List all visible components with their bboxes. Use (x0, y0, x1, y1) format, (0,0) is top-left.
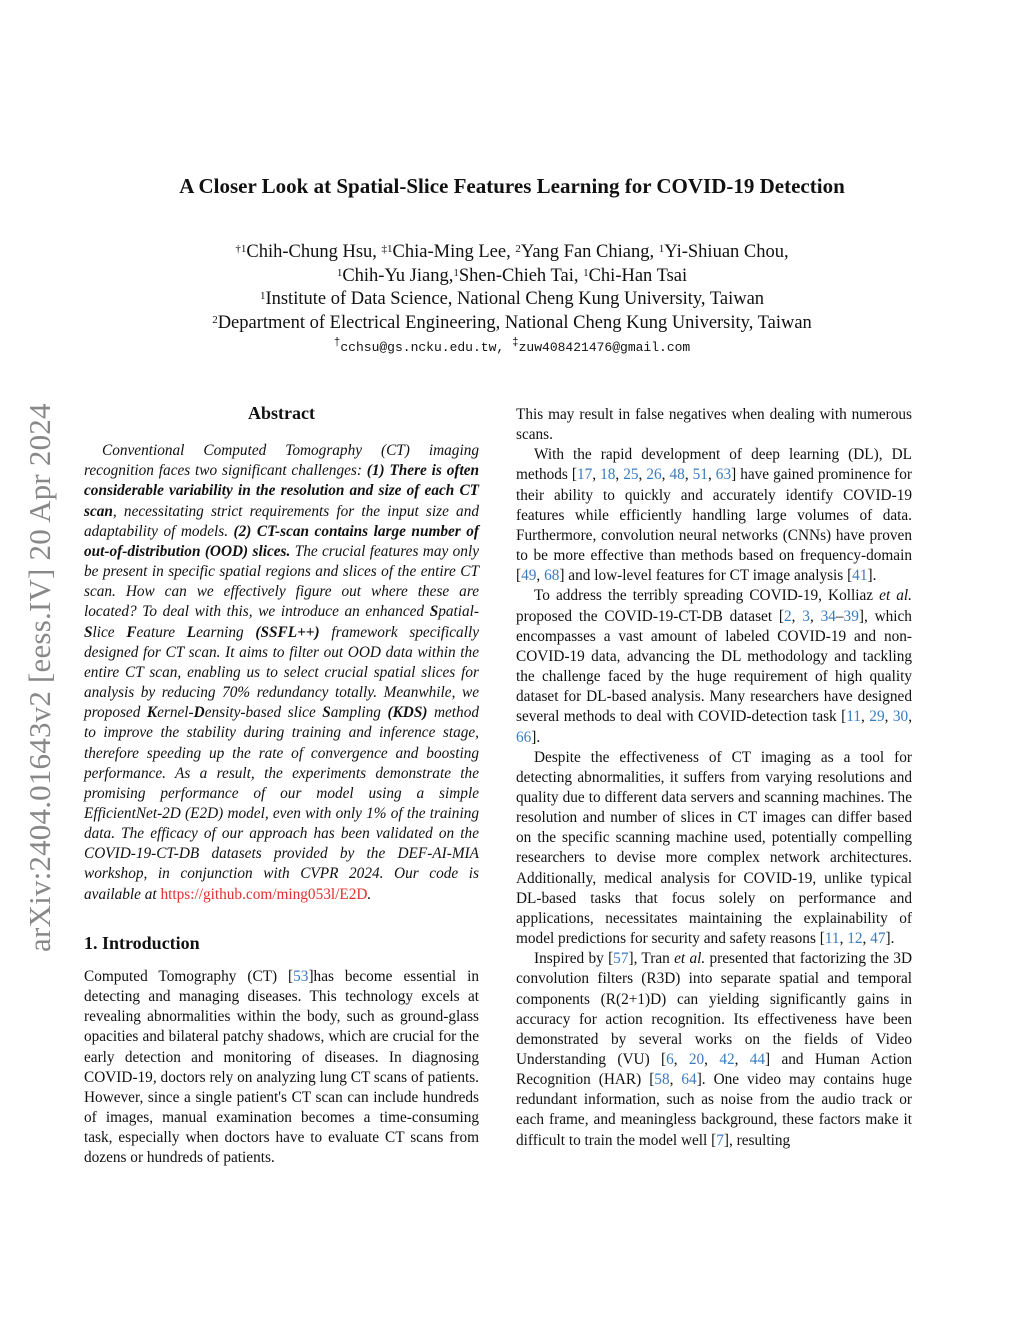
right-paragraph-0: This may result in false negatives when dealing with numerous scans. (516, 406, 912, 444)
affiliation-1: $^1$Institute of Data Science, National Cheng Kung University, Taiwan (259, 289, 765, 309)
abstract-text: Conventional Computed Tomography (CT) imaging recognition faces two significant challenges: (1) There is often considerable variability in the resolution and size of each CT scan, necessitating strict requirements for the input size and adaptability of models. (2) CT-scan contains large number of out-of-distribution (OOD) slices. The crucial features may only be present in specific spatial regions and slices of the entire CT scan. How can we effectively figure out where these are located? To deal with this, we introduce an enhanced Spatial-Slice Feature Learning (SSFL++) framework specifically designed for CT scan. It aims to filter out OOD data within the entire CT scan, enabling us to select crucial spatial slices for analysis by reducing 70% redundancy totally. Meanwhile, we proposed Kernel-Density-based slice Sampling (KDS) method to improve the stability during training and inference stage, therefore speeding up the rate of convergence and boosting performance. As a result, the experiments demonstrate the promising performance of our model using a simple EfficientNet-2D (E2D) model, even with only 1% of the training data. The efficacy of our approach has been validated on the COVID-19-CT-DB datasets provided by the DEF-AI-MIA workshop, in conjunction with CVPR 2024. Our code is available at https://github.com/ming053l/E2D. (84, 442, 479, 903)
citation[interactable]: 66 (516, 728, 532, 746)
citation[interactable]: 30 (892, 708, 909, 726)
right-paragraph-3: Despite the effectiveness of CT imaging as a tool for detecting abnormalities, it suffers from varying resolutions and quality due to different data servers and scanning machines. The resolution and number of slices in CT images can differ based on the specific scanning machine used, potentially compelling researchers to devise more complex network architectures. Additionally, medical analysis for COVID-19, unlike typical DL-based tasks that focus solely on performance and applications, necessitates maintaining the explainability of model predictions for security and safety reasons [11, 12, 47]. (516, 748, 912, 948)
citation[interactable]: 53 (293, 967, 309, 985)
citation[interactable]: 18 (600, 466, 616, 484)
citation[interactable]: 57 (613, 950, 629, 968)
citation[interactable]: 42 (719, 1051, 735, 1068)
abstract-heading: Abstract (248, 403, 315, 423)
arxiv-side-stamp: arXiv:2404.01643v2 [eess.IV] 20 Apr 2024 (22, 403, 57, 952)
citation[interactable]: 26 (646, 466, 662, 484)
citation[interactable]: 48 (669, 466, 685, 484)
citation[interactable]: 7 (716, 1131, 724, 1149)
citation[interactable]: 49 (521, 567, 537, 585)
citation[interactable]: 20 (688, 1051, 705, 1068)
citation[interactable]: 51 (692, 466, 708, 484)
citation[interactable]: 63 (715, 466, 732, 484)
citation[interactable]: 11 (824, 930, 840, 948)
intro-paragraph: Computed Tomography (CT) [53]has become essential in detecting and managing diseases. This technology excels at revealing abnormalities within the body, such as ground-glass opacities and bilateral patchy shadows, which are crucial for the early detection and monitoring of diseases. In diagnosing COVID-19, doctors rely on analyzing lung CT scans of patients. However, since a single patient's CT scan can include hundreds of images, manual examination becomes a time-consuming task, especially when doctors have to evaluate CT scans from dozens or hundreds of patients. (84, 967, 479, 1167)
paper-title: A Closer Look at Spatial-Slice Features Learning for COVID-19 Detection (179, 174, 845, 198)
citation[interactable]: 12 (847, 930, 863, 948)
left-column (84, 403, 479, 1168)
citation[interactable]: 11 (846, 708, 861, 726)
citation[interactable]: 58 (654, 1071, 670, 1089)
citation[interactable]: 64 (681, 1071, 697, 1089)
right-paragraph-2: To address the terribly spreading COVID-19, Kolliaz et al. proposed the COVID-19-CT-DB dataset [2, 3, 34–39], which encompasses a vast amount of labeled COVID-19 and non-COVID-19 data, advancing the DL methodology and tackling the challenge faced by the huge requirement of high quality dataset for DL-based analysis. Many researchers have designed several methods to deal with COVID-detection task [11, 29, 30, 66]. (516, 587, 913, 746)
citation[interactable]: 47 (870, 930, 886, 948)
right-paragraph-1: With the rapid development of deep learning (DL), DL methods [17, 18, 25, 26, 48, 51, 63] have gained prominence for their ability to quickly and accurately identify COVID-19 features while efficiently handling large volumes of data. Furthermore, convolution neural networks (CNNs) have proven to be more effective than methods based on frequency-domain [49, 68] and low-level features for CT image analysis [41]. (516, 446, 912, 585)
authors-line-2: $^1$Chih-Yu Jiang,$^1$Shen-Chieh Tai, $^1$Chi-Han Tsai (336, 266, 688, 286)
citation[interactable]: 41 (852, 567, 868, 585)
citation[interactable]: 6 (666, 1051, 674, 1068)
author-emails: †cchsu@gs.ncku.edu.tw, ‡zuw408421476@gmail.com (333, 337, 691, 355)
citation[interactable]: 2 (784, 607, 792, 625)
authors-line-1: $^{\dagger 1}$Chih-Chung Hsu, $^{\ddagger 1}$Chia-Ming Lee, $^2$Yang Fan Chiang, $^1$Yi-Shiuan Chou, (235, 242, 789, 262)
right-paragraph-4: Inspired by [57], Tran et al. presented that factorizing the 3D convolution filters (R3D) into separate spatial and temporal components (R(2+1)D) can yielding significantly gains in accuracy for action recognition. Its effectiveness have been demonstrated by several works on the fields of Video Understanding (VU) [6, 20, 42, 44] and Human Action Recognition (HAR) [58, 64]. One video may contains huge redundant information, such as noise from the audio track or each frame, and meaningless background, these factors make it difficult to train the model well [7], resulting (516, 950, 912, 1149)
citation[interactable]: 44 (749, 1051, 766, 1068)
citation[interactable]: 34 (820, 607, 836, 625)
intro-heading: 1. Introduction (84, 932, 200, 953)
citation[interactable]: 68 (544, 567, 560, 585)
citation[interactable]: 29 (869, 708, 885, 726)
citation[interactable]: 25 (623, 466, 639, 484)
citation[interactable]: 17 (576, 466, 593, 484)
citation[interactable]: 3 (802, 607, 810, 625)
right-column (516, 405, 912, 1151)
citation[interactable]: 39 (843, 607, 859, 625)
affiliation-2: $^2$Department of Electrical Engineering, National Cheng Kung University, Taiwan (212, 313, 812, 333)
github-link[interactable]: https://github.com/ming053l/E2D (160, 885, 368, 903)
